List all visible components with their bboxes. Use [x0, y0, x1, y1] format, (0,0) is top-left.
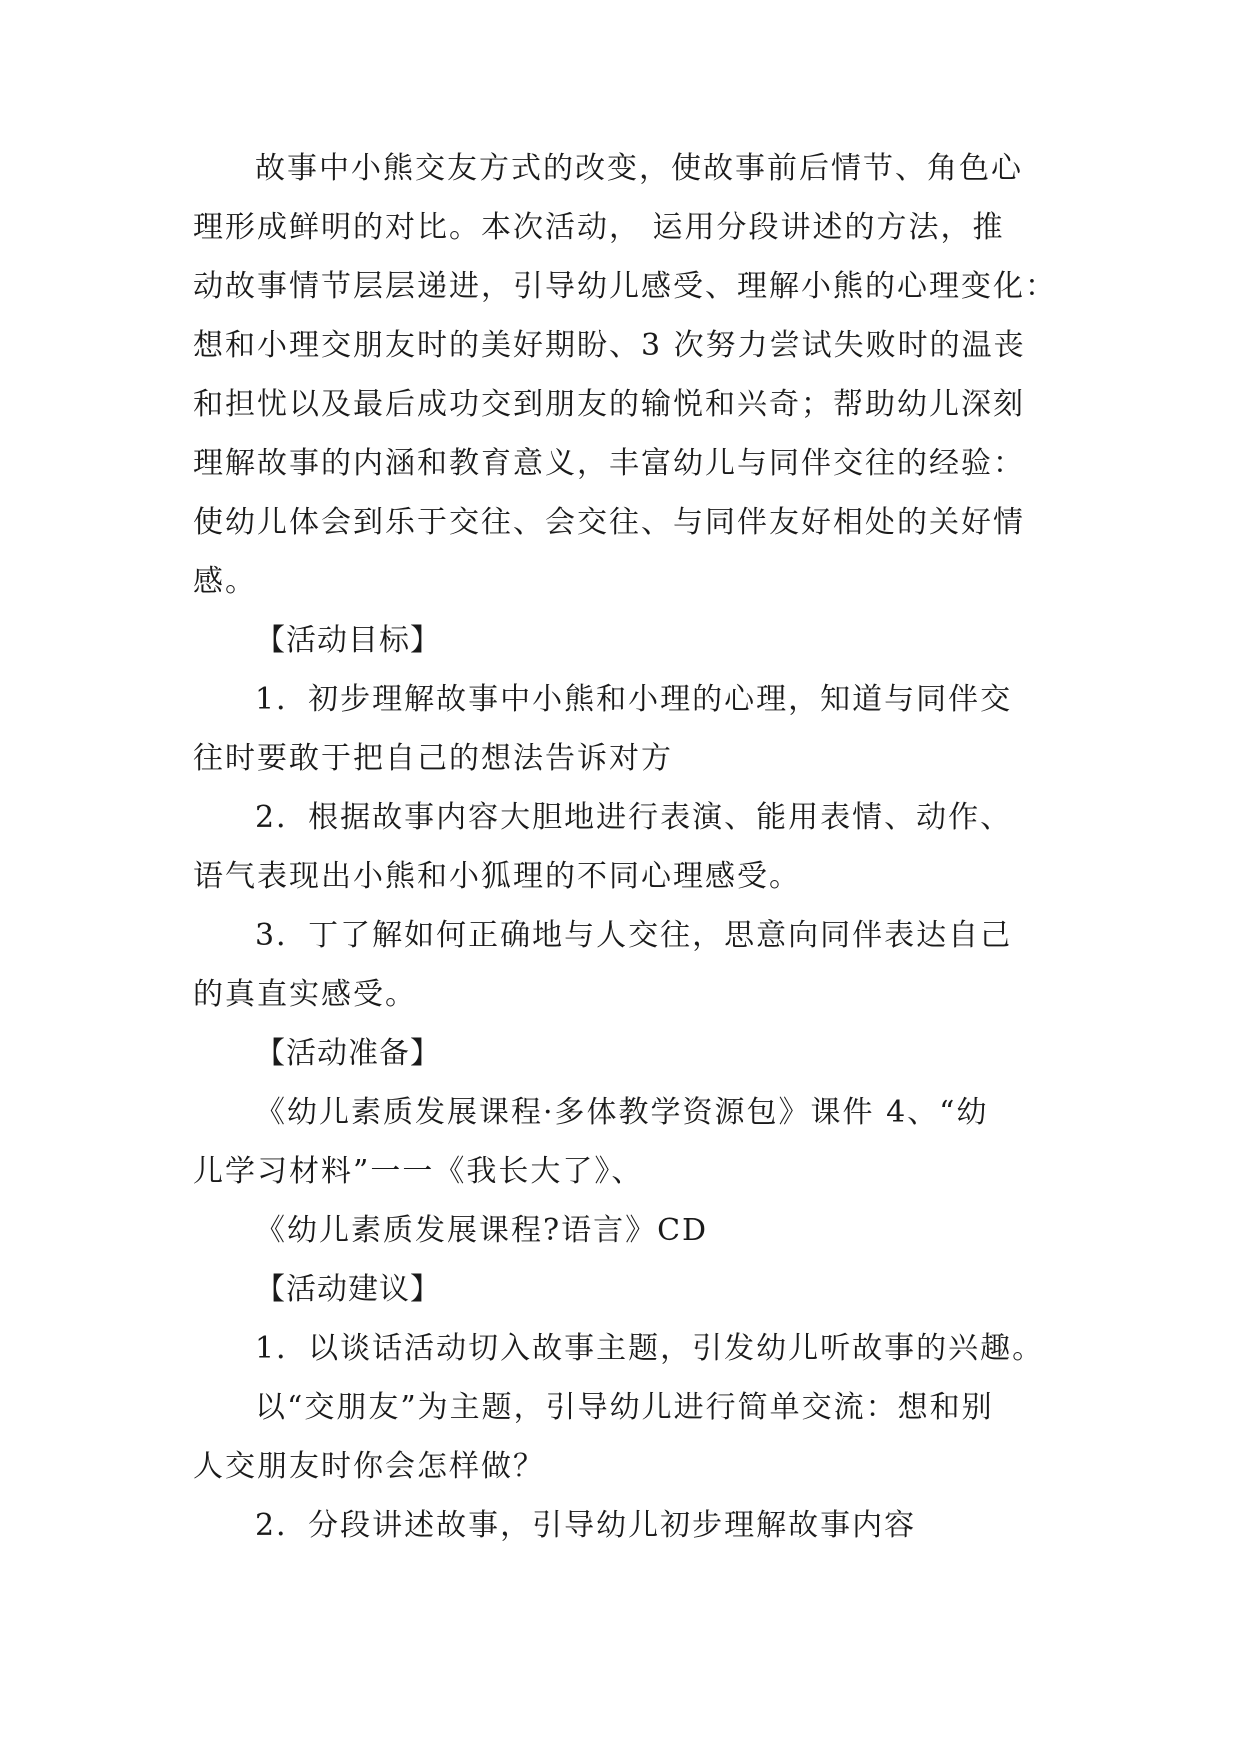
goal-line: 3．丁了解如何正确地与人交往，思意向同伴表达自己 [255, 918, 1013, 953]
intro-line: 理解故事的内涵和教育意义，丰富幼儿与同伴交往的经验： [193, 446, 1025, 481]
prep-line: 儿学习材料”一一《我长大了》、 [193, 1154, 644, 1189]
prep-heading: 【活动准备】 [255, 1036, 441, 1071]
intro-line: 使幼儿体会到乐于交往、会交往、与同伴友好相处的关好情 [193, 505, 1025, 540]
goal-line: 1．初步理解故事中小熊和小理的心理，知道与同伴交 [255, 682, 1013, 717]
suggest-heading: 【活动建议】 [255, 1272, 441, 1307]
intro-line: 想和小理交朋友时的美好期盼、3 次努力尝试失败时的温丧 [193, 328, 1026, 363]
intro-line: 动故事情节层层递进，引导幼儿感受、理解小熊的心理变化： [193, 269, 1057, 304]
intro-line: 理形成鲜明的对比。本次活动， 运用分段讲述的方法，推 [193, 210, 1005, 245]
intro-line: 感。 [193, 564, 257, 599]
suggest-item-1: 1．以谈话活动切入故事主题，引发幼儿听故事的兴趣。 [255, 1331, 1045, 1366]
goals-heading: 【活动目标】 [255, 623, 441, 658]
suggest-line: 人交朋友时你会怎样做？ [193, 1449, 545, 1484]
intro-line: 和担忧以及最后成功交到朋友的输悦和兴奇；帮助幼儿深刻 [193, 387, 1025, 422]
goal-line: 2．根据故事内容大胆地进行表演、能用表情、动作、 [255, 800, 1013, 835]
goal-line: 的真直实感受。 [193, 977, 417, 1012]
suggest-item-2: 2．分段讲述故事，引导幼儿初步理解故事内容 [255, 1508, 917, 1543]
prep-line: 《幼儿素质发展课程?语言》CD [255, 1213, 709, 1248]
goal-line: 语气表现出小熊和小狐理的不同心理感受。 [193, 859, 801, 894]
goal-line: 往时要敢于把自己的想法告诉对方 [193, 741, 673, 776]
intro-line: 故事中小熊交友方式的改变，使故事前后情节、角色心 [255, 151, 1023, 186]
suggest-line: 以“交朋友”为主题，引导幼儿进行简单交流：想和别 [255, 1390, 994, 1425]
prep-line: 《幼儿素质发展课程·多体教学资源包》课件 4、“幼 [255, 1095, 989, 1130]
